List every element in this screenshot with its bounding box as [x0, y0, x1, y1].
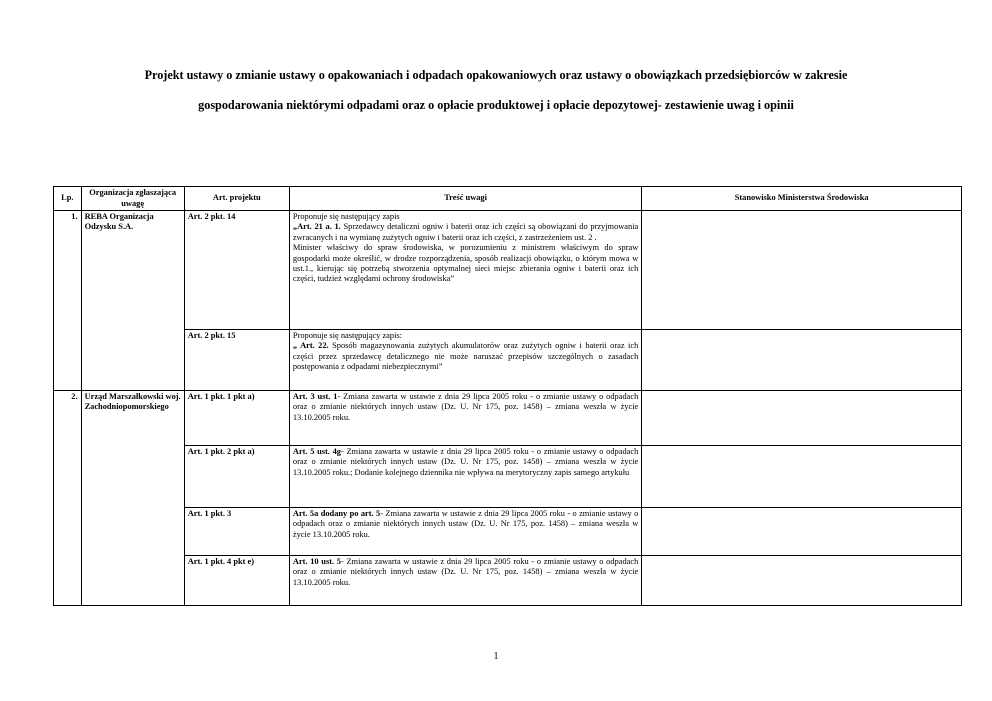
table-row: [54, 391, 962, 446]
comment-body: [293, 341, 638, 372]
comment-cell: [289, 211, 641, 330]
organization-cell: Urząd Marszałkowski woj. Zachodniopomorskiego: [81, 391, 184, 606]
comment-text: Sprzedawcy detaliczni ogniw i baterii oraz ich części są obowiązani do przyjmowania zwracanych i na wymianę zużytych ogniw i baterii oraz ich części, z zastrzeżeniem ust. 2 .: [292, 222, 639, 242]
table-row: [54, 446, 962, 508]
article-cell: Art. 2 pkt. 14: [184, 211, 289, 330]
ministry-position-cell: [642, 211, 962, 330]
comment-intro: Proponuje się następujący zapis:: [292, 331, 402, 340]
comment-bold-ref: „Art. 21 a. 1.: [292, 222, 341, 232]
comment-cell: [289, 391, 641, 446]
comment-bold-ref: Art. 5a dodany po art. 5: [292, 509, 381, 518]
comment-text: Sposób magazynowania zużytych akumulatorów oraz zużytych ogniw i baterii oraz ich części przez sprzedawcę detalicznego nie może naruszać przepisów szczególnych o zasadach postępowania z odpadami niebezpiecznymi”: [292, 341, 639, 372]
comment-text-continued: Minister właściwy do spraw środowiska, w porozumieniu z ministrem właściwym do spraw gospodarki może określić, w drodze rozporządzenia, sposób realizacji obowiązku, o którym mowa w ust.1., kierując się potrzebą stworzenia optymalnej sieci miejsc zbierania ogniw i baterii oraz ich części, tudzież względami ochrony środowiska”: [292, 243, 639, 284]
comment-text: - Zmiana zawarta w ustawie z dnia 29 lipca 2005 roku - o zmianie ustawy o odpadach oraz o zmianie niektórych innych ustaw (Dz. U. Nr 175, poz. 1458) – zmiana weszła w życie 13.10.2005 roku.; Dodanie kolejnego dziennika nie wpływa na merytoryczny zapis samego artykułu: [292, 447, 639, 477]
header-article: Art. projektu: [184, 187, 289, 211]
comment-text: - Zmiana zawarta w ustawie z dnia 29 lipca 2005 roku - o zmianie ustawy o odpadach oraz o zmianie niektórych innych ustaw (Dz. U. Nr 175, poz. 1458) – zmiana weszła w życie 13.10.2005 roku.: [292, 509, 639, 539]
comment-cell: [289, 508, 641, 556]
row-number: 2.: [54, 391, 82, 606]
table-header-row: [54, 187, 962, 211]
comment-bold-ref: Art. 5 ust. 4g: [292, 447, 341, 456]
article-cell: Art. 1 pkt. 3: [184, 508, 289, 556]
comment-bold-ref: „ Art. 22.: [292, 341, 329, 351]
comment-bold-ref: Art. 10 ust. 5: [292, 557, 341, 566]
ministry-position-cell: [642, 391, 962, 446]
ministry-position-cell: [642, 556, 962, 606]
article-cell: Art. 2 pkt. 15: [184, 330, 289, 391]
comment-text: - Zmiana zawarta w ustawie z dnia 29 lipca 2005 roku - o zmianie ustawy o odpadach oraz o zmianie niektórych innych ustaw (Dz. U. Nr 175, poz. 1458) – zmiana weszła w życie 13.10.2005 roku.: [292, 392, 639, 422]
header-lp: Lp.: [54, 187, 82, 211]
document-title-line-2: gospodarowania niektórymi odpadami oraz o opłacie produktowej i opłacie depozytowej- zestawienie uwag i opinii: [198, 98, 794, 112]
table-row: [54, 556, 962, 606]
table-row: [54, 330, 962, 391]
comment-cell: [289, 446, 641, 508]
document-title-line-1: Projekt ustawy o zmianie ustawy o opakowaniach i odpadach opakowaniowych oraz ustawy o obowiązkach przedsiębiorców w zakresie: [144, 68, 848, 82]
page-number: 1: [493, 651, 499, 662]
ministry-position-cell: [642, 508, 962, 556]
table-row: [54, 211, 962, 330]
ministry-position-cell: [642, 330, 962, 391]
row-number: 1.: [54, 211, 82, 391]
article-cell: Art. 1 pkt. 1 pkt a): [184, 391, 289, 446]
ministry-position-cell: [642, 446, 962, 508]
comment-cell: [289, 330, 641, 391]
table-row: [54, 508, 962, 556]
article-cell: Art. 1 pkt. 2 pkt a): [184, 446, 289, 508]
header-organization: Organizacja zgłaszająca uwagę: [81, 187, 184, 211]
header-comment: Treść uwagi: [289, 187, 641, 211]
comment-text: - Zmiana zawarta w ustawie z dnia 29 lipca 2005 roku - o zmianie ustawy o odpadach oraz o zmianie niektórych innych ustaw (Dz. U. Nr 175, poz. 1458) – zmiana weszła w życie 13.10.2005 roku.: [292, 557, 639, 587]
article-cell: Art. 1 pkt. 4 pkt e): [184, 556, 289, 606]
comment-body: [293, 222, 638, 243]
comment-cell: [289, 556, 641, 606]
comment-bold-ref: Art. 3 ust. 1: [292, 392, 338, 401]
organization-cell: REBA Organizacja Odzysku S.A.: [81, 211, 184, 391]
comments-table: [53, 186, 962, 606]
comment-intro: Proponuje się następujący zapis: [292, 212, 400, 221]
header-ministry-position: Stanowisko Ministerstwa Środowiska: [642, 187, 962, 211]
